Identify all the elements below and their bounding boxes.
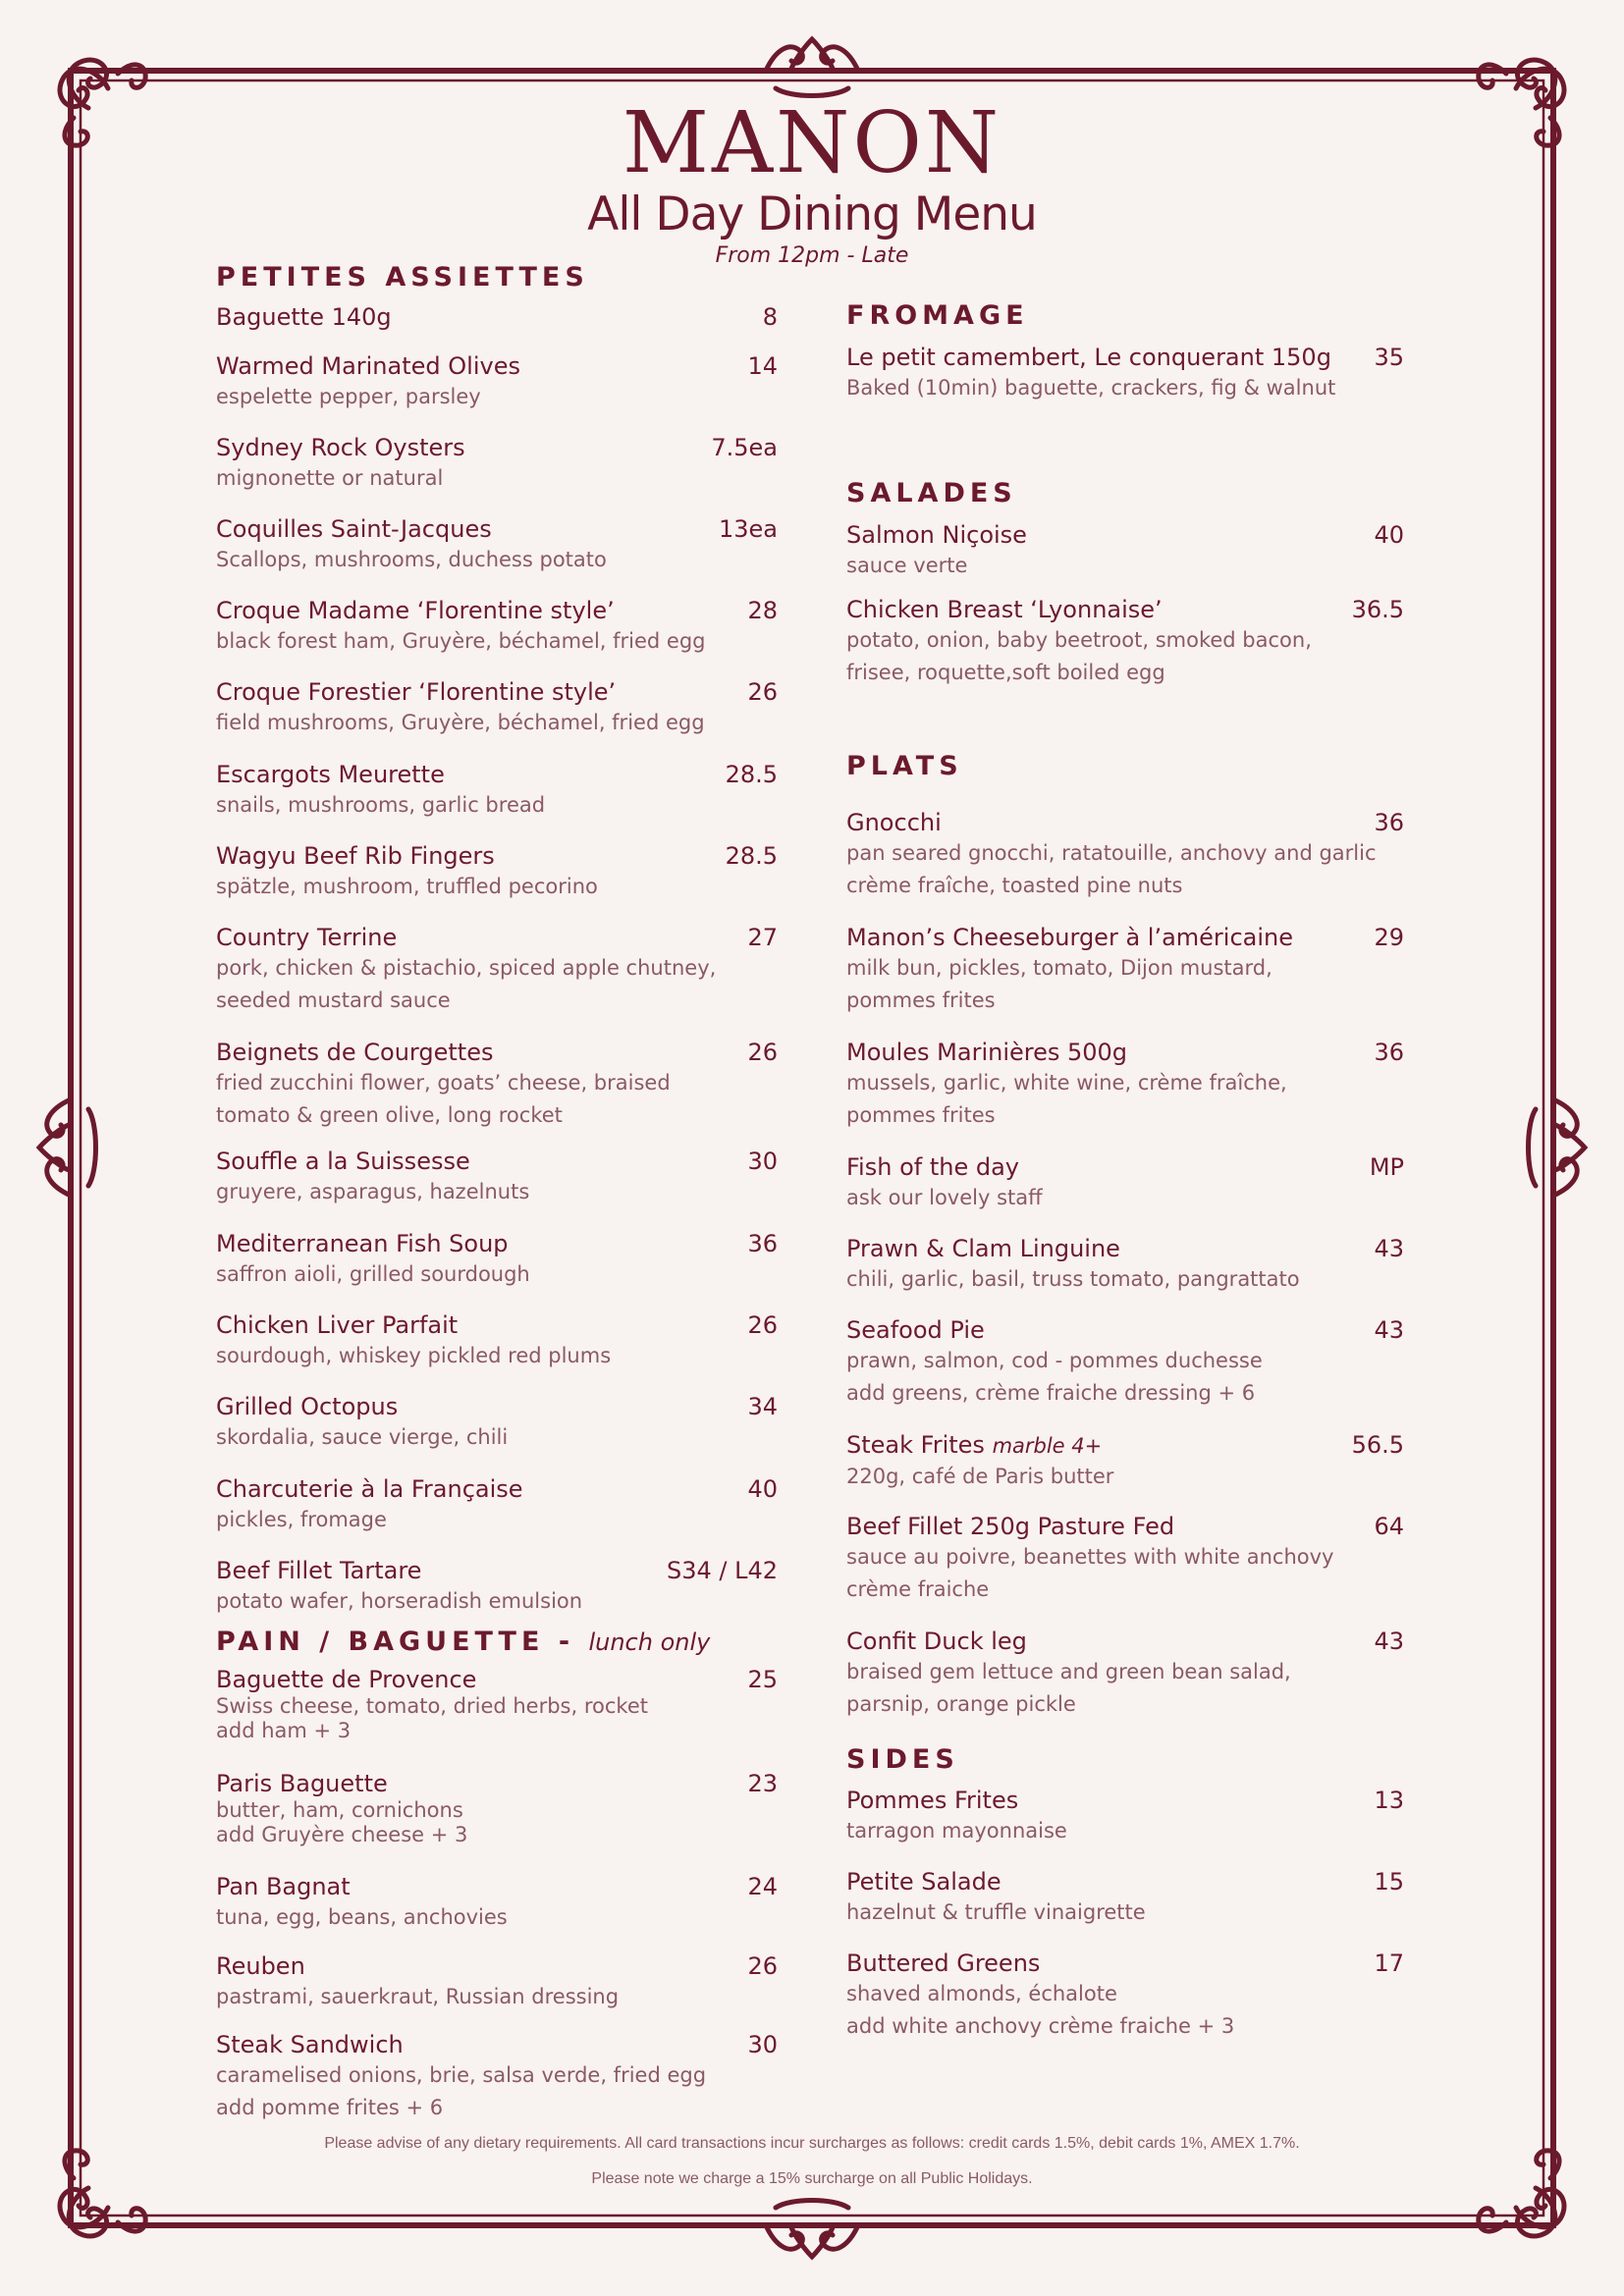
menu-item-price: 40: [747, 1475, 778, 1503]
menu-item: [846, 1786, 1404, 1847]
menu-item: [846, 343, 1404, 404]
section-title: SIDES: [846, 1744, 959, 1775]
menu-item-description: black forest ham, Gruyère, béchamel, fried egg: [216, 629, 706, 653]
menu-item-header: [846, 343, 1404, 372]
menu-item-price: 43: [1374, 1316, 1404, 1344]
menu-item-name: Reuben: [216, 1952, 305, 1980]
menu-item-name: Salmon Niçoise: [846, 521, 1027, 549]
menu-item-name: Steak Frites: [846, 1431, 985, 1459]
menu-item-name-wrap: [846, 595, 1163, 624]
menu-item-name: Warmed Marinated Olives: [216, 352, 520, 380]
menu-item-description: frisee, roquette,soft boiled egg: [846, 661, 1165, 684]
footer-holiday-note: Please note we charge a 15% surcharge on all Public Holidays.: [591, 2170, 1033, 2187]
menu-item-description: add pomme frites + 6: [216, 2096, 444, 2119]
section-title: FROMAGE: [846, 300, 1029, 331]
menu-item: [846, 1430, 1404, 1493]
menu-item-name: Escargots Meurette: [216, 761, 445, 788]
menu-item-name: Le petit camembert, Le conquerant 150g: [846, 344, 1331, 371]
menu-item-name-wrap: [846, 1786, 1018, 1815]
menu-item-description: mussels, garlic, white wine, crème fraîche,: [846, 1071, 1287, 1095]
menu-item-name-wrap: [216, 1229, 509, 1258]
menu-item-name: Souffle a la Suissesse: [216, 1148, 470, 1175]
menu-item-price: 36: [747, 1230, 778, 1257]
menu-item-name-wrap: [846, 1152, 1019, 1182]
menu-item-header: [846, 595, 1404, 624]
menu-item-name-wrap: [216, 1556, 421, 1585]
menu-item-header: [216, 514, 778, 544]
menu-item-header: [846, 923, 1404, 952]
menu-item-description: field mushrooms, Gruyère, béchamel, fried egg: [216, 711, 705, 734]
menu-item-description: ask our lovely staff: [846, 1186, 1043, 1209]
menu-item: [846, 1867, 1404, 1929]
section-petites-assiettes: [216, 261, 778, 294]
menu-item-description: add Gruyère cheese + 3: [216, 1823, 468, 1846]
menu-item-price: MP: [1369, 1153, 1404, 1181]
menu-item-price: 30: [747, 1148, 778, 1175]
menu-item-price: 26: [747, 1311, 778, 1339]
menu-item-price: 30: [747, 2031, 778, 2058]
menu-item-header: [216, 1392, 778, 1421]
menu-item-header: [216, 1474, 778, 1504]
section-pain-baguette: [216, 1626, 778, 1659]
menu-item-description: saffron aioli, grilled sourdough: [216, 1262, 530, 1286]
menu-item: [216, 1392, 778, 1454]
section-plats: [846, 750, 1404, 783]
menu-subtitle: All Day Dining Menu: [587, 187, 1037, 241]
menu-item-price: 15: [1374, 1868, 1404, 1896]
menu-item-name: Pan Bagnat: [216, 1873, 351, 1900]
menu-header: [0, 94, 1624, 271]
section-title: SALADES: [846, 478, 1017, 508]
menu-item-name: Coquilles Saint-Jacques: [216, 515, 492, 543]
menu-item-header: [216, 1310, 778, 1340]
footer-dietary-note: Please advise of any dietary requirements. All card transactions incur surcharges as follows: credit cards 1.5%, debit cards 1%, AMEX 1.7%.: [324, 2135, 1300, 2152]
menu-item-name-wrap: [846, 1430, 1102, 1461]
menu-item: [846, 1949, 1404, 2043]
menu-item-name-wrap: [216, 677, 616, 707]
menu-item: [216, 302, 778, 332]
menu-item-header: [216, 841, 778, 871]
menu-item-description: potato, onion, baby beetroot, smoked bacon,: [846, 628, 1312, 652]
menu-item-description: mignonette or natural: [216, 466, 444, 490]
menu-item-price: 29: [1374, 924, 1404, 951]
menu-item: [216, 1474, 778, 1536]
menu-item-name: Prawn & Clam Linguine: [846, 1235, 1120, 1262]
menu-item-description: tarragon mayonnaise: [846, 1819, 1067, 1842]
menu-item-description: Swiss cheese, tomato, dried herbs, rocket: [216, 1694, 648, 1718]
section-title: PLATS: [846, 751, 963, 781]
section-sides: [846, 1743, 1404, 1777]
menu-item-name-wrap: [216, 841, 495, 871]
menu-item-header: [216, 1556, 778, 1585]
menu-item-name-wrap: [216, 1665, 476, 1694]
menu-item-price: 26: [747, 1952, 778, 1980]
menu-item-description: pan seared gnocchi, ratatouille, anchovy and garlic: [846, 841, 1377, 865]
menu-item: [216, 514, 778, 576]
menu-item: [216, 841, 778, 903]
menu-item-header: [846, 1234, 1404, 1263]
menu-item-price: 14: [747, 352, 778, 380]
menu-item-price: 34: [747, 1393, 778, 1420]
menu-item-price: 40: [1374, 521, 1404, 549]
menu-item-name: Chicken Breast ‘Lyonnaise’: [846, 596, 1163, 623]
menu-item-price: 36.5: [1351, 596, 1404, 623]
menu-item-name-wrap: [846, 1867, 1001, 1896]
section-title: PETITES ASSIETTES: [216, 262, 589, 293]
menu-item-name-wrap: [216, 351, 520, 381]
menu-item-description: gruyere, asparagus, hazelnuts: [216, 1180, 530, 1203]
menu-item-name: Manon’s Cheeseburger à l’américaine: [846, 924, 1294, 951]
menu-item-price: 43: [1374, 1235, 1404, 1262]
menu-item-name: Grilled Octopus: [216, 1393, 399, 1420]
menu-item-header: [846, 1627, 1404, 1656]
menu-item-header: [216, 1665, 778, 1694]
menu-item-price: 64: [1374, 1513, 1404, 1540]
menu-item-price: 26: [747, 678, 778, 706]
menu-item: [216, 1038, 778, 1132]
menu-item-header: [216, 1229, 778, 1258]
menu-item-description: parsnip, orange pickle: [846, 1692, 1076, 1716]
menu-item-name-wrap: [216, 760, 445, 789]
menu-item-header: [846, 1949, 1404, 1978]
menu-item-name-wrap: [216, 2030, 404, 2059]
menu-item: [846, 1152, 1404, 1214]
menu-item-name: Beignets de Courgettes: [216, 1039, 494, 1066]
menu-item-price: 28.5: [725, 761, 778, 788]
menu-item-price: 28.5: [725, 842, 778, 870]
menu-item-name-wrap: [846, 1512, 1174, 1541]
menu-item-name: Steak Sandwich: [216, 2031, 404, 2058]
menu-item-header: [846, 1038, 1404, 1067]
menu-item: [846, 1234, 1404, 1296]
menu-item-name-wrap: [216, 514, 492, 544]
menu-item-description: add greens, crème fraiche dressing + 6: [846, 1381, 1256, 1405]
menu-item-description: pommes frites: [846, 988, 996, 1012]
menu-item: [216, 1665, 778, 1743]
menu-item-name-wrap: [216, 1310, 458, 1340]
menu-item: [216, 1951, 778, 2013]
menu-item-description: pork, chicken & pistachio, spiced apple chutney,: [216, 956, 717, 980]
menu-item: [216, 677, 778, 739]
menu-item-header: [846, 1512, 1404, 1541]
menu-item-description: skordalia, sauce vierge, chili: [216, 1425, 509, 1449]
menu-item-description: shaved almonds, échalote: [846, 1982, 1117, 2005]
menu-item: [216, 1769, 778, 1847]
menu-item: [216, 1310, 778, 1372]
menu-item-description: pommes frites: [846, 1103, 996, 1127]
menu-item-price: 27: [747, 924, 778, 951]
menu-item-description: sourdough, whiskey pickled red plums: [216, 1344, 612, 1367]
menu-item-name: Beef Fillet 250g Pasture Fed: [846, 1513, 1175, 1540]
menu-item-price: 56.5: [1351, 1431, 1404, 1459]
menu-item-name: Moules Marinières 500g: [846, 1039, 1128, 1066]
menu-item: [216, 433, 778, 495]
menu-item-header: [216, 351, 778, 381]
menu-item-header: [846, 1867, 1404, 1896]
menu-item: [216, 923, 778, 1017]
menu-item: [216, 1872, 778, 1934]
menu-item-header: [216, 1872, 778, 1901]
menu-item: [846, 1627, 1404, 1721]
menu-item-header: [216, 2030, 778, 2059]
menu-item-name-wrap: [216, 302, 392, 332]
menu-item-name-wrap: [216, 433, 465, 462]
menu-item: [846, 923, 1404, 1017]
menu-item-name: Croque Madame ‘Florentine style’: [216, 597, 615, 624]
menu-item: [846, 595, 1404, 689]
menu-item-header: [846, 1430, 1404, 1461]
menu-item-price: 23: [747, 1770, 778, 1797]
menu-item-description: butter, ham, cornichons: [216, 1798, 463, 1822]
menu-item-name-wrap: [216, 1474, 523, 1504]
service-hours: From 12pm - Late: [715, 243, 909, 268]
menu-item-description: Baked (10min) baguette, crackers, fig & walnut: [846, 376, 1336, 400]
menu-item: [846, 1315, 1404, 1410]
menu-item-price: 26: [747, 1039, 778, 1066]
menu-item-name-wrap: [846, 923, 1293, 952]
menu-item-price: 25: [747, 1666, 778, 1693]
menu-item-price: 17: [1374, 1949, 1404, 1977]
menu-item-header: [846, 520, 1404, 550]
menu-item-price: 36: [1374, 1039, 1404, 1066]
menu-item-name-wrap: [846, 1949, 1040, 1978]
menu-item-name-wrap: [846, 520, 1027, 550]
menu-item-name-wrap: [216, 1147, 470, 1176]
menu-item-name-wrap: [846, 1234, 1120, 1263]
menu-item-note: marble 4+: [992, 1434, 1103, 1458]
menu-item: [216, 596, 778, 658]
menu-item-description: tuna, egg, beans, anchovies: [216, 1905, 508, 1929]
menu-item: [846, 1512, 1404, 1606]
menu-item-description: hazelnut & truffle vinaigrette: [846, 1900, 1146, 1924]
menu-item-description: sauce au poivre, beanettes with white anchovy: [846, 1545, 1334, 1569]
menu-item-name-wrap: [846, 1315, 985, 1345]
menu-item: [846, 808, 1404, 902]
menu-item-price: S34 / L42: [666, 1557, 778, 1584]
menu-item-header: [216, 923, 778, 952]
menu-item-name: Seafood Pie: [846, 1316, 985, 1344]
section-title-text: PAIN / BAGUETTE -: [216, 1627, 575, 1657]
menu-item-name-wrap: [846, 343, 1331, 372]
menu-item-name-wrap: [216, 1872, 351, 1901]
menu-item-description: espelette pepper, parsley: [216, 385, 481, 408]
menu-item-header: [216, 1951, 778, 1981]
menu-item-description: fried zucchini flower, goats’ cheese, braised: [216, 1071, 671, 1095]
menu-item: [216, 2030, 778, 2124]
menu-item-price: 13: [1374, 1787, 1404, 1814]
menu-item-description: crème fraiche: [846, 1577, 990, 1601]
section-fromage: [846, 299, 1404, 333]
menu-item-name: Buttered Greens: [846, 1949, 1041, 1977]
menu-item-name: Paris Baguette: [216, 1770, 388, 1797]
menu-item-name: Fish of the day: [846, 1153, 1019, 1181]
menu-item-header: [216, 302, 778, 332]
menu-item-header: [216, 433, 778, 462]
menu-item-description: tomato & green olive, long rocket: [216, 1103, 563, 1127]
menu-item-description: caramelised onions, brie, salsa verde, fried egg: [216, 2063, 707, 2087]
menu-item-name-wrap: [216, 1769, 388, 1798]
menu-item-name: Chicken Liver Parfait: [216, 1311, 459, 1339]
menu-item-header: [846, 1315, 1404, 1345]
menu-item-name-wrap: [846, 808, 942, 837]
section-note: lunch only: [588, 1629, 711, 1656]
menu-item-header: [216, 1769, 778, 1798]
menu-item-price: 7.5ea: [711, 434, 778, 461]
menu-item-description: add white anchovy crème fraiche + 3: [846, 2014, 1235, 2038]
menu-item: [216, 760, 778, 822]
menu-item: [846, 1038, 1404, 1132]
menu-item-header: [846, 808, 1404, 837]
menu-item-description: snails, mushrooms, garlic bread: [216, 793, 546, 817]
menu-item-description: pickles, fromage: [216, 1508, 387, 1531]
menu-item-description: braised gem lettuce and green bean salad,: [846, 1660, 1291, 1683]
menu-item-description: potato wafer, horseradish emulsion: [216, 1589, 583, 1613]
menu-item-name: Baguette de Provence: [216, 1666, 477, 1693]
menu-item-price: 35: [1374, 344, 1404, 371]
menu-item: [846, 520, 1404, 582]
menu-item: [216, 1229, 778, 1291]
menu-item-name: Baguette 140g: [216, 303, 392, 331]
menu-item-header: [216, 1147, 778, 1176]
menu-item-name-wrap: [216, 1392, 398, 1421]
menu-item-price: 13ea: [718, 515, 778, 543]
menu-item-description: spätzle, mushroom, truffled pecorino: [216, 875, 598, 898]
menu-footer: [0, 2126, 1624, 2197]
menu-item-price: 28: [747, 597, 778, 624]
menu-item-name: Country Terrine: [216, 924, 398, 951]
menu-item-name: Petite Salade: [846, 1868, 1001, 1896]
menu-item: [216, 1147, 778, 1208]
menu-item-header: [216, 1038, 778, 1067]
menu-item-header: [846, 1786, 1404, 1815]
menu-item-name: Beef Fillet Tartare: [216, 1557, 422, 1584]
menu-item-description: Scallops, mushrooms, duchess potato: [216, 548, 607, 571]
menu-item: [216, 1556, 778, 1618]
menu-item-name: Gnocchi: [846, 809, 942, 836]
menu-item-price: 43: [1374, 1628, 1404, 1655]
menu-item-description: milk bun, pickles, tomato, Dijon mustard,: [846, 956, 1272, 980]
menu-item-name: Pommes Frites: [846, 1787, 1019, 1814]
menu-item-description: seeded mustard sauce: [216, 988, 451, 1012]
menu-item-description: crème fraîche, toasted pine nuts: [846, 874, 1183, 897]
menu-item-name: Croque Forestier ‘Florentine style’: [216, 678, 617, 706]
menu-item-header: [216, 677, 778, 707]
section-title: [216, 1626, 778, 1659]
menu-item-name-wrap: [846, 1038, 1127, 1067]
menu-item-name-wrap: [846, 1627, 1027, 1656]
menu-item-name-wrap: [216, 596, 615, 625]
menu-item-header: [216, 596, 778, 625]
menu-item-name-wrap: [216, 1951, 305, 1981]
menu-item-price: 36: [1374, 809, 1404, 836]
menu-item-name: Confit Duck leg: [846, 1628, 1027, 1655]
menu-item-header: [216, 760, 778, 789]
section-salades: [846, 477, 1404, 510]
menu-item-name: Charcuterie à la Française: [216, 1475, 523, 1503]
menu-item-name: Mediterranean Fish Soup: [216, 1230, 509, 1257]
menu-item-description: 220g, café de Paris butter: [846, 1465, 1114, 1488]
menu-item: [216, 351, 778, 413]
restaurant-name: MANON: [622, 94, 1002, 192]
menu-item-description: chili, garlic, basil, truss tomato, pangrattato: [846, 1267, 1300, 1291]
menu-item-description: add ham + 3: [216, 1719, 352, 1742]
menu-item-price: 8: [762, 303, 778, 331]
menu-item-description: pastrami, sauerkraut, Russian dressing: [216, 1985, 620, 2008]
menu-item-description: sauce verte: [846, 554, 968, 577]
menu-item-description: prawn, salmon, cod - pommes duchesse: [846, 1349, 1263, 1372]
menu-item-header: [846, 1152, 1404, 1182]
menu-item-name-wrap: [216, 923, 397, 952]
menu-item-name: Sydney Rock Oysters: [216, 434, 465, 461]
menu-item-name-wrap: [216, 1038, 493, 1067]
menu-item-price: 24: [747, 1873, 778, 1900]
menu-item-name: Wagyu Beef Rib Fingers: [216, 842, 495, 870]
